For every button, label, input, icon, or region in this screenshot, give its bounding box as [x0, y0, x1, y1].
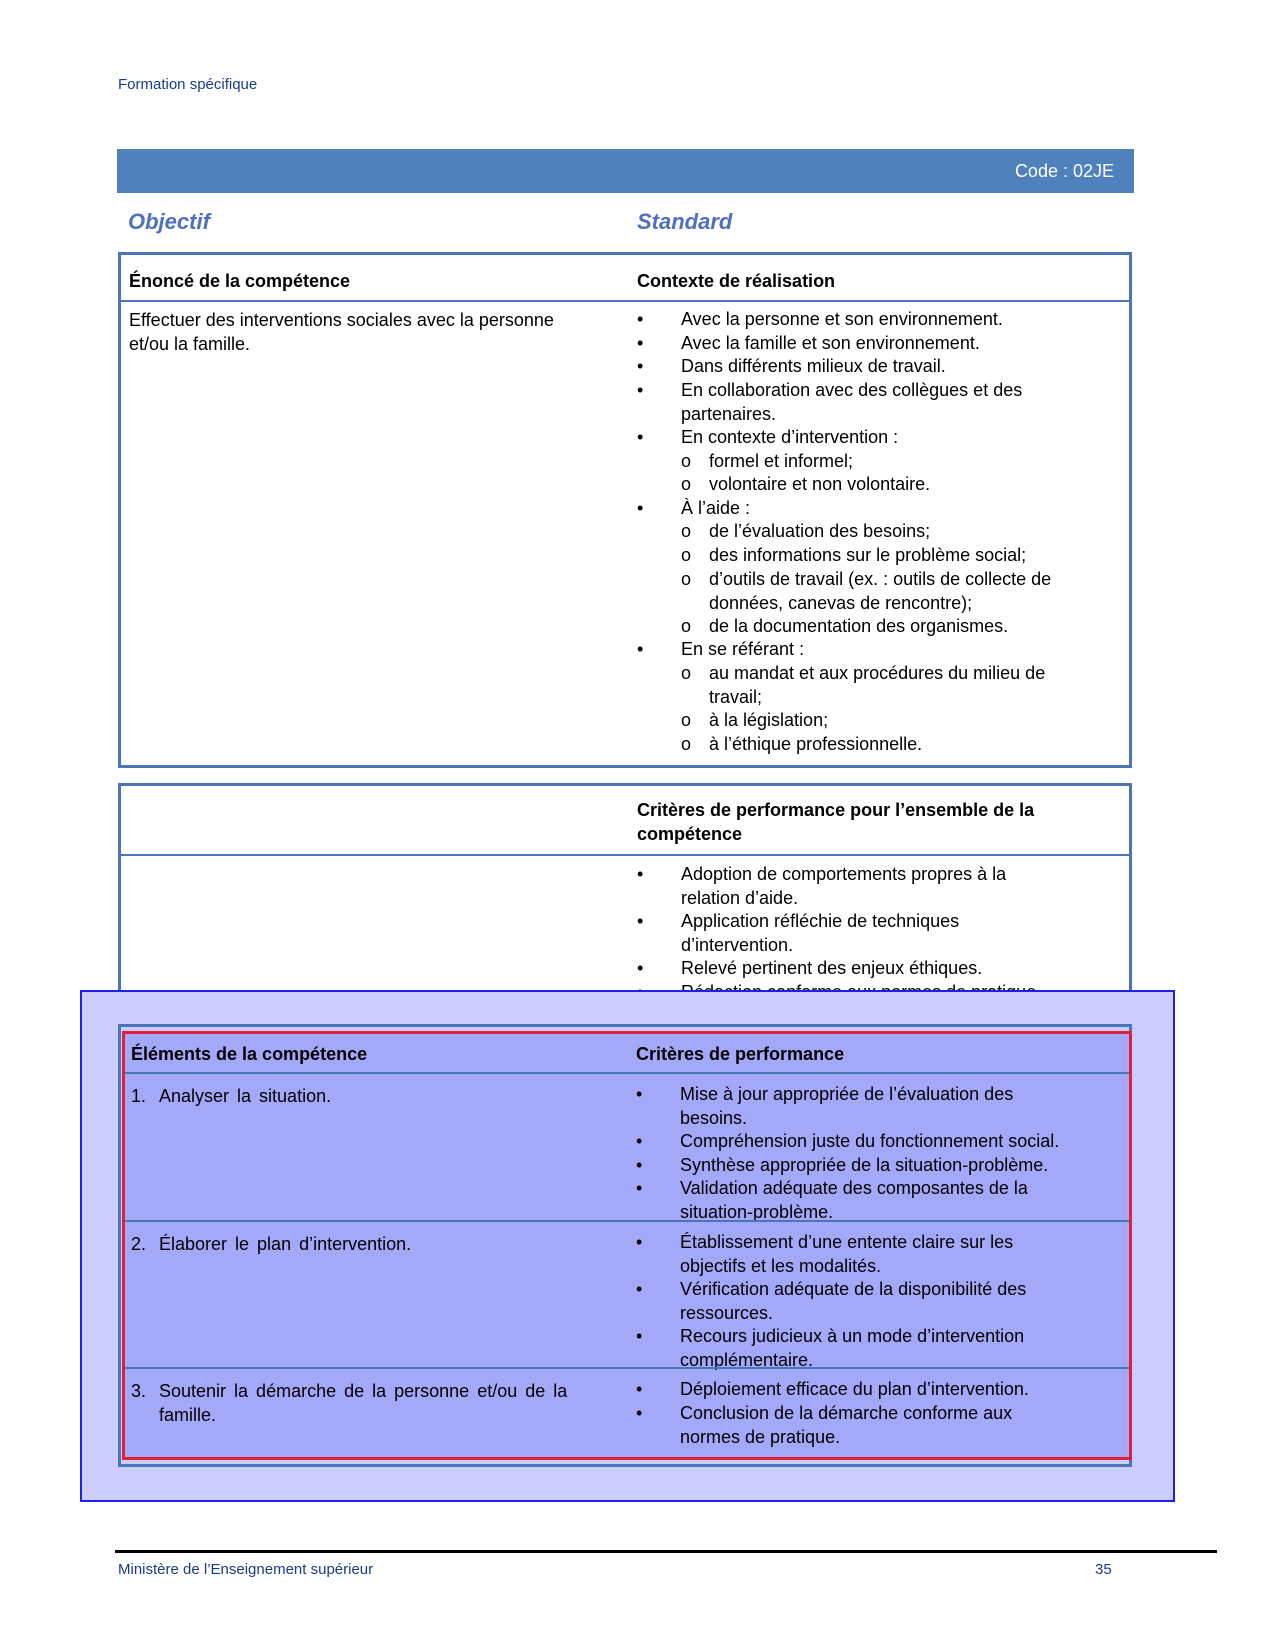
competency-code: Code : 02JE — [1014, 161, 1114, 181]
bullet-text: Vérification adéquate de la disponibilité des — [680, 1279, 1027, 1300]
bullet-marker: • — [636, 1232, 643, 1252]
bullet-item — [637, 378, 1022, 426]
footer-rule — [115, 1550, 1217, 1553]
element-number: 2. — [131, 1234, 147, 1254]
bullet-text: Compréhension juste du fonctionnement social. — [680, 1131, 1060, 1152]
bullet-text: à la législation; — [709, 710, 829, 731]
bullet-text: partenaires. — [681, 403, 777, 424]
row-divider — [121, 854, 1129, 856]
bullet-text: situation-problème. — [680, 1202, 834, 1223]
row-divider — [125, 1220, 1129, 1222]
row-divider — [125, 1072, 1129, 1074]
bullet-text: d’intervention. — [681, 935, 794, 956]
col-header-elements: Éléments de la compétence — [131, 1044, 368, 1064]
bullet-marker: • — [637, 497, 644, 518]
bullet-item — [637, 354, 946, 378]
bullet-text: Application réfléchie de techniques — [681, 911, 960, 932]
footer-ministry: Ministère de l’Enseignement supérieur — [118, 1561, 374, 1578]
bullet-marker: • — [637, 379, 644, 400]
bullet-item — [681, 449, 853, 473]
bullet-item — [637, 331, 980, 355]
bullet-marker: • — [637, 309, 644, 329]
bullet-item — [681, 708, 828, 732]
element-number: 3. — [131, 1381, 147, 1401]
sub-bullet-marker: o — [681, 521, 692, 542]
bullet-text: Dans différents milieux de travail. — [681, 356, 946, 377]
bullet-item — [681, 661, 1045, 709]
element-text: Soutenir la démarche de la personne et/ou de la — [159, 1381, 568, 1401]
bullet-item — [636, 1082, 1013, 1130]
bullet-marker: • — [636, 1084, 643, 1104]
bullet-marker: • — [637, 864, 644, 884]
bullet-item — [681, 519, 930, 543]
bullet-item — [636, 1176, 1028, 1224]
sub-bullet-marker: o — [681, 710, 692, 731]
bullet-text: En contexte d’intervention : — [681, 427, 899, 447]
heading-line: compétence — [637, 824, 743, 844]
sub-bullet-marker: o — [681, 450, 692, 471]
bullet-text: données, canevas de rencontre); — [709, 592, 973, 613]
bullet-item — [637, 862, 1006, 910]
bullet-text: d’outils de travail (ex. : outils de collecte de — [709, 568, 1052, 589]
competence-element — [131, 1232, 411, 1256]
sub-bullet-marker: o — [681, 733, 692, 754]
sub-bullet-marker: o — [681, 663, 692, 683]
bullet-text: Mise à jour appropriée de l’évaluation des — [680, 1084, 1014, 1104]
elements-table-inner — [122, 1031, 1132, 1460]
competence-element — [131, 1379, 567, 1427]
bullet-item — [636, 1401, 1012, 1449]
competence-statement — [129, 308, 554, 356]
bullet-text: formel et informel; — [709, 450, 854, 471]
bullet-marker: • — [636, 1178, 643, 1199]
bullet-text: travail; — [709, 687, 763, 707]
element-text: famille. — [159, 1405, 217, 1425]
code-bar — [117, 149, 1134, 193]
bullet-text: Recours judicieux à un mode d’intervention — [680, 1326, 1025, 1347]
bullet-text: relation d’aide. — [681, 888, 799, 908]
bullet-item — [637, 956, 982, 980]
bullet-text: Établissement d’une entente claire sur les — [680, 1232, 1014, 1252]
bullet-item — [636, 1324, 1024, 1372]
bullet-text: Avec la famille et son environnement. — [681, 332, 980, 353]
bullet-text: de la documentation des organismes. — [709, 615, 1009, 636]
bullet-text: complémentaire. — [680, 1350, 814, 1371]
bullet-marker: • — [637, 332, 644, 353]
bullet-text: Relevé pertinent des enjeux éthiques. — [681, 958, 983, 979]
row-divider — [125, 1367, 1129, 1369]
bullet-item — [636, 1277, 1026, 1325]
col-header-criteria: Critères de performance — [636, 1044, 845, 1064]
bullet-item — [637, 496, 750, 520]
bullet-marker: • — [636, 1379, 643, 1399]
bullet-item — [681, 614, 1008, 638]
statement-line: Effectuer des interventions sociales avec la personne — [129, 310, 554, 330]
element-text: Analyser la situation. — [159, 1086, 332, 1106]
bullet-item — [636, 1153, 1048, 1177]
bullet-text: Avec la personne et son environnement. — [681, 309, 1003, 329]
bullet-text: besoins. — [680, 1108, 748, 1128]
bullet-marker: • — [636, 1131, 643, 1152]
bullet-item — [636, 1377, 1029, 1401]
bullet-text: Validation adéquate des composantes de la — [680, 1178, 1028, 1199]
bullet-item — [637, 637, 804, 661]
row-divider — [121, 300, 1129, 302]
bullet-item — [637, 307, 1003, 331]
col-header-overall-criteria — [637, 798, 1034, 846]
bullet-marker: • — [637, 958, 644, 979]
bullet-text: En collaboration avec des collègues et des — [681, 379, 1023, 400]
bullet-text: ressources. — [680, 1303, 774, 1324]
bullet-marker: • — [637, 911, 644, 932]
bullet-text: normes de pratique. — [680, 1426, 841, 1447]
bullet-marker: • — [636, 1279, 643, 1300]
subhead-standard: Standard — [637, 209, 733, 234]
table-overall-criteria — [118, 783, 1132, 1009]
bullet-text: au mandat et aux procédures du milieu de — [709, 663, 1046, 683]
bullet-text: objectifs et les modalités. — [680, 1256, 882, 1276]
sub-bullet-marker: o — [681, 545, 692, 565]
section-header: Formation spécifique — [118, 76, 258, 93]
table-competence-context — [118, 252, 1132, 768]
bullet-marker: • — [636, 1154, 643, 1175]
col-header-statement: Énoncé de la compétence — [129, 271, 351, 291]
bullet-item — [681, 543, 1026, 567]
bullet-marker: • — [637, 356, 644, 377]
sub-bullet-marker: o — [681, 615, 692, 636]
bullet-text: Déploiement efficace du plan d’intervention. — [680, 1379, 1029, 1399]
bullet-item — [681, 732, 922, 756]
sub-bullet-marker: o — [681, 568, 692, 589]
bullet-item — [681, 567, 1051, 615]
bullet-text: À l’aide : — [681, 497, 751, 518]
bullet-text: Conclusion de la démarche conforme aux — [680, 1402, 1013, 1423]
heading-line: Critères de performance pour l’ensemble de la — [637, 800, 1035, 820]
bullet-item — [636, 1230, 1013, 1278]
element-number: 1. — [131, 1086, 147, 1106]
bullet-text: de l’évaluation des besoins; — [709, 521, 931, 542]
bullet-item — [637, 425, 898, 449]
bullet-item — [681, 472, 930, 496]
bullet-text: Synthèse appropriée de la situation-problème. — [680, 1154, 1049, 1175]
bullet-item — [637, 909, 959, 957]
statement-line: et/ou la famille. — [129, 334, 251, 354]
subhead-objectif: Objectif — [128, 209, 210, 234]
bullet-text: volontaire et non volontaire. — [709, 474, 931, 495]
sub-bullet-marker: o — [681, 474, 692, 495]
bullet-item — [636, 1129, 1059, 1153]
bullet-text: Adoption de comportements propres à la — [681, 864, 1007, 884]
element-text: Élaborer le plan d’intervention. — [159, 1234, 412, 1254]
bullet-text: En se référant : — [681, 639, 805, 660]
bullet-text: des informations sur le problème social; — [709, 545, 1027, 565]
bullet-text: à l’éthique professionnelle. — [709, 733, 923, 754]
bullet-marker: • — [637, 427, 644, 447]
bullet-marker: • — [636, 1326, 643, 1347]
col-header-context: Contexte de réalisation — [637, 271, 836, 291]
competence-element — [131, 1084, 331, 1108]
page-number: 35 — [1095, 1561, 1112, 1578]
bullet-marker: • — [636, 1402, 643, 1423]
bullet-marker: • — [637, 639, 644, 660]
